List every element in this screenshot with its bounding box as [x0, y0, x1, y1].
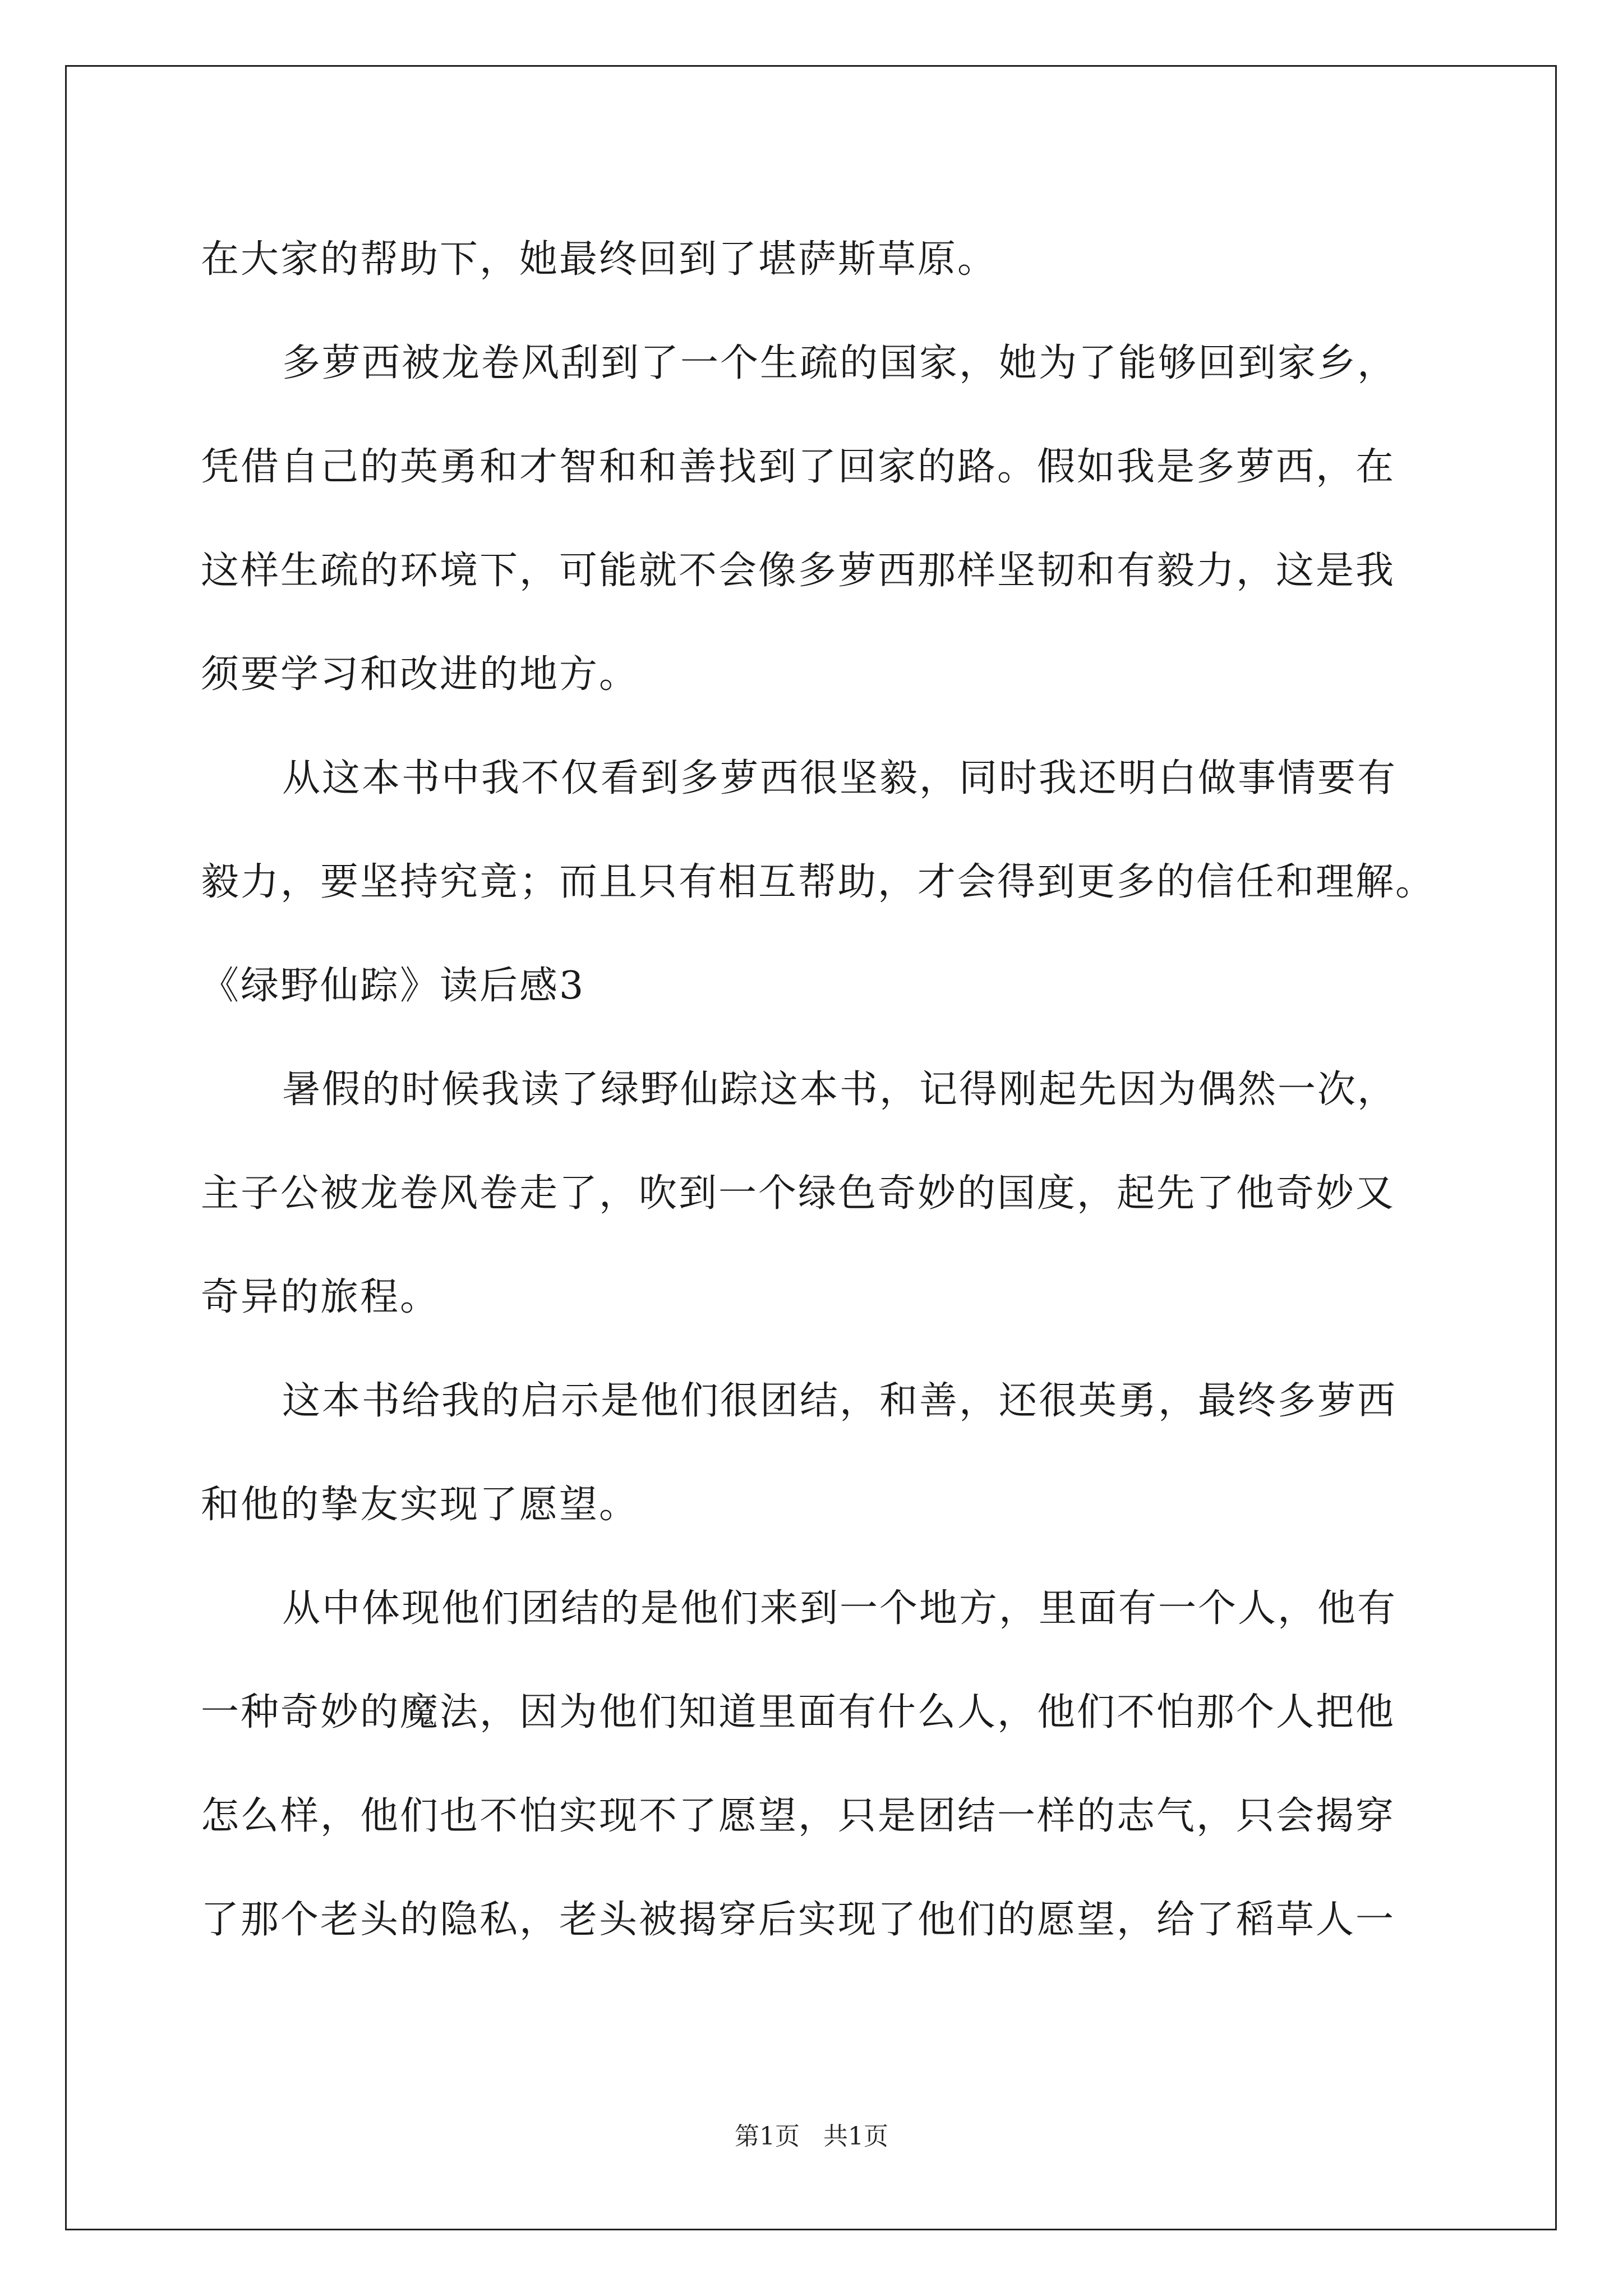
text-line: 暑假的时候我读了绿野仙踪这本书，记得刚起先因为偶然一次，: [282, 1068, 1398, 1112]
text-line: 奇异的旅程。: [201, 1275, 440, 1319]
text-line: 这本书给我的启示是他们很团结，和善，还很英勇，最终多萝西: [282, 1379, 1398, 1423]
text-line: 凭借自己的英勇和才智和和善找到了回家的路。假如我是多萝西，在: [201, 445, 1396, 489]
text-line: 怎么样，他们也不怕实现不了愿望，只是团结一样的志气，只会揭穿: [201, 1794, 1396, 1838]
text-line: 多萝西被龙卷风刮到了一个生疏的国家，她为了能够回到家乡，: [282, 341, 1398, 385]
text-line: 和他的挚友实现了愿望。: [201, 1483, 639, 1527]
page-footer: 第1页 共1页: [735, 2122, 888, 2151]
text-line: 在大家的帮助下，她最终回到了堪萨斯草原。: [201, 237, 998, 282]
text-line: 主子公被龙卷风卷走了，吹到一个绿色奇妙的国度，起先了他奇妙又: [201, 1171, 1396, 1216]
text-line: 毅力，要坚持究竟；而且只有相互帮助，才会得到更多的信任和理解。: [201, 860, 1436, 904]
text-line: 从这本书中我不仅看到多萝西很坚毅，同时我还明白做事情要有: [282, 756, 1398, 800]
text-line: 一种奇妙的魔法，因为他们知道里面有什么人，他们不怕那个人把他: [201, 1690, 1396, 1734]
section-heading: 《绿野仙踪》读后感3: [201, 964, 585, 1008]
text-line: 从中体现他们团结的是他们来到一个地方，里面有一个人，他有: [282, 1586, 1398, 1631]
text-line: 须要学习和改进的地方。: [201, 652, 639, 697]
document-body: [201, 208, 1457, 1972]
text-line: 这样生疏的环境下，可能就不会像多萝西那样坚韧和有毅力，这是我: [201, 549, 1396, 593]
text-line: 了那个老头的隐私，老头被揭穿后实现了他们的愿望，给了稻草人一: [201, 1898, 1396, 1942]
